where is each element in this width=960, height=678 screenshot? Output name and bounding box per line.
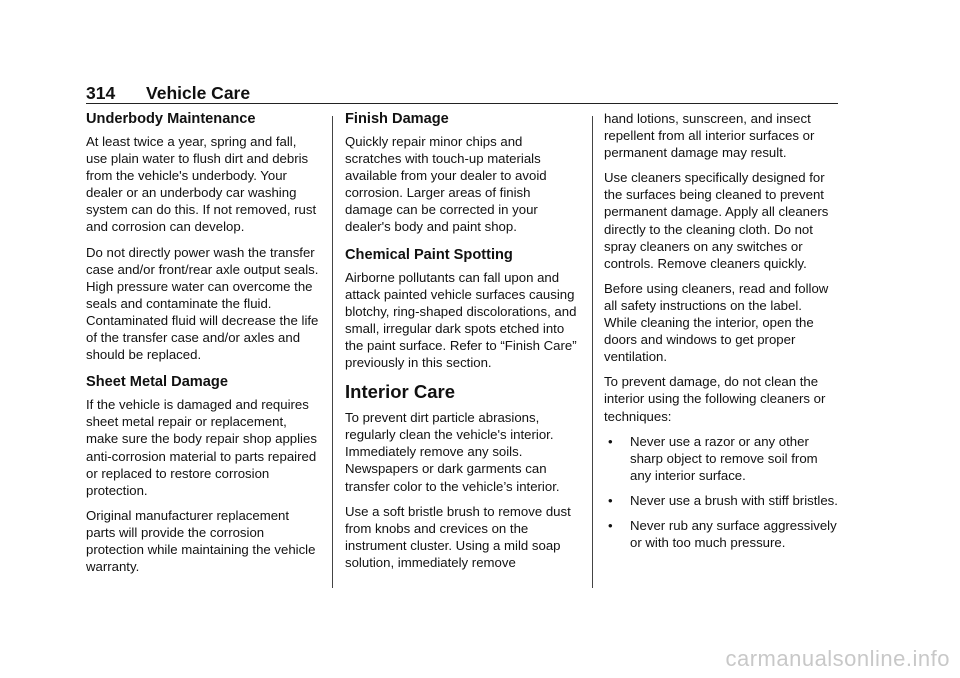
- heading-sheet-metal-damage: Sheet Metal Damage: [86, 374, 228, 391]
- paragraph: To prevent damage, do not clean the interior using the following cleaners or techniques:: [604, 374, 826, 424]
- header-rule: [86, 103, 838, 104]
- paragraph: Airborne pollutants can fall upon and attack painted vehicle surfaces causing blotchy, ring-shaped discolorations, and small, irregular dark spots etched into the paint surface. Refer to “Finish Care” previously in this section.: [345, 269, 577, 371]
- list-item-text: Never use a razor or any other sharp object to remove soil from any interior surface.: [630, 433, 818, 483]
- heading-finish-damage: Finish Damage: [345, 111, 449, 127]
- heading-interior-care: Interior Care: [345, 381, 456, 403]
- column-2: [345, 110, 579, 579]
- list-item: [604, 492, 838, 509]
- column-3: [604, 110, 838, 559]
- bullet-icon: •: [608, 492, 613, 508]
- paragraph: If the vehicle is damaged and requires sheet metal repair or replacement, make sure the body repair shop applies anti-corrosion material to parts repaired or replaced to restore corrosion protection.: [86, 397, 317, 498]
- column-divider-2: [592, 116, 593, 588]
- paragraph: Original manufacturer replacement parts will provide the corrosion protection while maintaining the vehicle warranty.: [86, 507, 316, 575]
- paragraph: Use a soft bristle brush to remove dust from knobs and crevices on the instrument cluster. Using a mild soap solution, immediately remove: [345, 503, 571, 570]
- bullet-list: [604, 433, 838, 552]
- paragraph: To prevent dirt particle abrasions, regularly clean the vehicle's interior. Immediately remove any soils. Newspapers or dark garments can transfer color to the vehicle’s interior.: [345, 410, 560, 494]
- paragraph: Quickly repair minor chips and scratches with touch-up materials available from your dealer to avoid corrosion. Larger areas of finish damage can be corrected in your dealer's body and paint shop.: [345, 134, 547, 235]
- list-item-text: Never rub any surface aggressively or with too much pressure.: [630, 517, 837, 551]
- list-item: [604, 433, 838, 484]
- section-title: Vehicle Care: [146, 83, 251, 103]
- page-header: [86, 82, 838, 104]
- column-divider-1: [332, 116, 333, 588]
- paragraph: At least twice a year, spring and fall, use plain water to flush dirt and debris from the vehicle's underbody. Your dealer or an underbody car washing system can do this. If not removed, rust and corrosion can develop.: [86, 134, 317, 235]
- bullet-icon: •: [608, 517, 613, 533]
- paragraph: hand lotions, sunscreen, and insect repellent from all interior surfaces or permanent damage may result.: [604, 111, 815, 161]
- paragraph: Do not directly power wash the transfer case and/or front/rear axle output seals. High pressure water can overcome the seals and contaminate the fluid. Contaminated fluid will decrease the life of the transfer case and/or axles and should be replaced.: [86, 244, 319, 363]
- list-item-text: Never use a brush with stiff bristles.: [630, 492, 838, 508]
- heading-underbody-maintenance: Underbody Maintenance: [86, 111, 256, 127]
- column-1: [86, 110, 320, 583]
- paragraph: Use cleaners specifically designed for the surfaces being cleaned to prevent permanent damage. Apply all cleaners directly to the cleaning cloth. Do not spray cleaners on any switches or controls. Remove cleaners quickly.: [604, 170, 829, 271]
- page-number: 314: [86, 83, 116, 103]
- heading-chemical-paint-spotting: Chemical Paint Spotting: [345, 246, 513, 263]
- bullet-icon: •: [608, 433, 613, 449]
- paragraph: Before using cleaners, read and follow all safety instructions on the label. While cleaning the interior, open the doors and windows to get proper ventilation.: [604, 280, 829, 365]
- list-item: [604, 517, 838, 551]
- watermark: carmanualsonline.info: [725, 646, 950, 671]
